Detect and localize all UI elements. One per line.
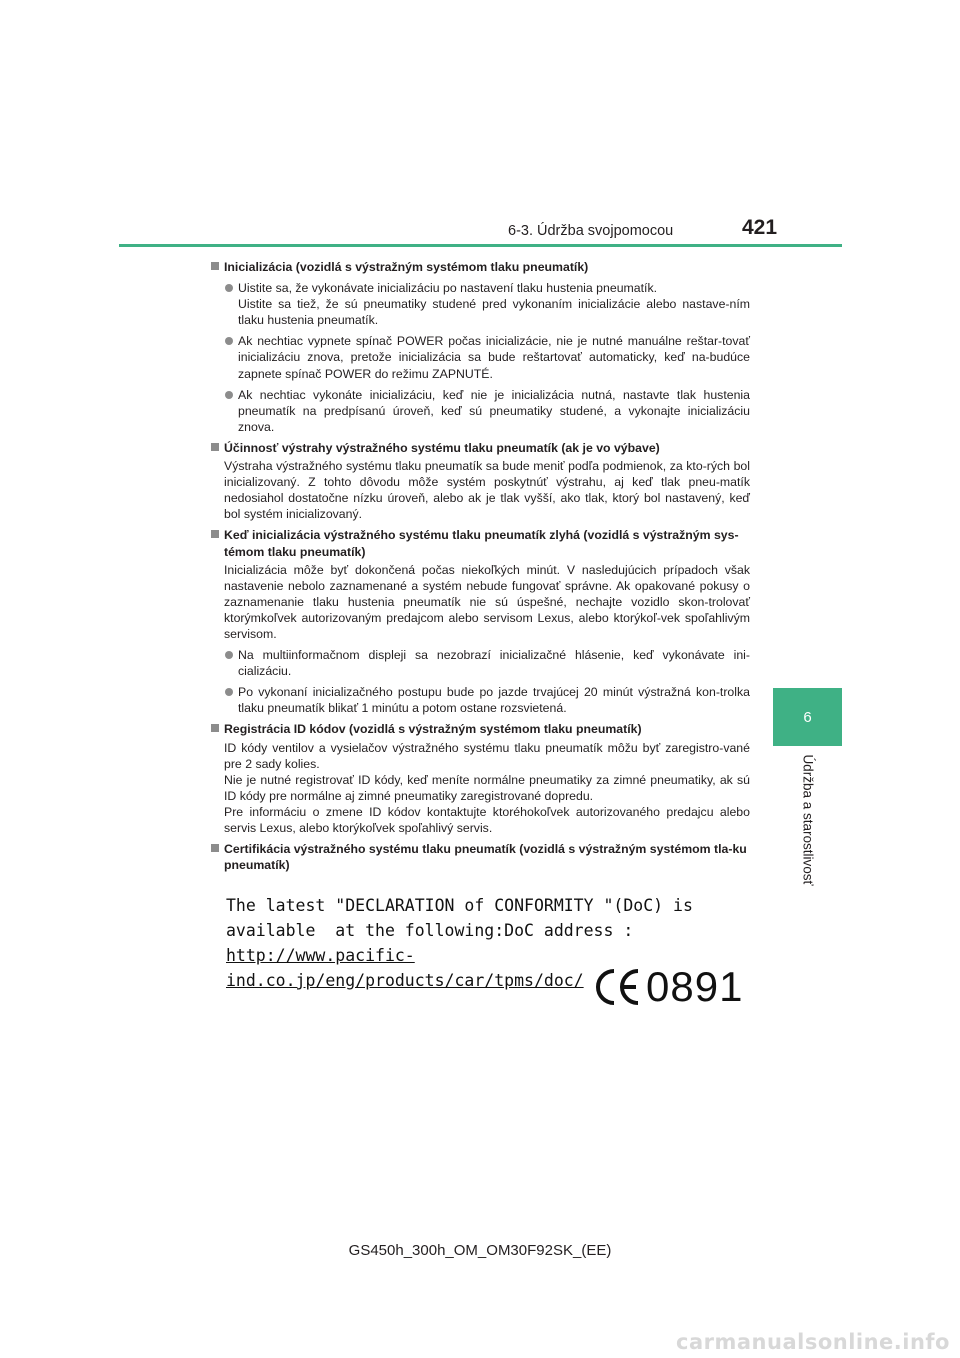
section-paragraph: ID kódy ventilov a vysielačov výstražného systému tlaku pneumatík môžu byť zaregistro-vané pre 2 sady kolies. Nie je nutné registrovať ID kódy, keď meníte normálne pneumatiky za zimné pneumatiky, ak sú ID kódy pre normálne aj zimné pneumatiky zaregistrované dopredu. Pre informáciu o zmene ID kódov kontaktujte ktoréhokoľvek autorizovaného predajcu alebo servis Lexus, alebo ktorýkoľvek spoľahlivý servis. [224, 740, 750, 835]
section-paragraph: Inicializácia môže byť dokončená počas niekoľkých minút. V nasledujúcich prípadoch však nastavenie nebolo zaznamenané a systém nebude fungovať správne. Ak opakované pokusy o zaznamenanie tlaku hustenia pneumatík nie sú úspešné, nechajte vozidlo skon-trolovať ktorýmkoľvek autorizovaným predajcom alebo servisom Lexus, alebo ktorýkoľ-vek spoľahlivým servisom. [224, 562, 750, 641]
square-bullet-icon [211, 443, 219, 451]
declaration-line: The latest "DECLARATION of CONFORMITY "(DoC) is [226, 896, 693, 915]
section-heading: Registrácia ID kódov (vozidlá s výstražným systémom tlaku pneumatík) [210, 721, 750, 737]
section-heading: Keď inicializácia výstražného systému tlaku pneumatík zlyhá (vozidlá s výstražným sys-témom tlaku pneumatík) [210, 527, 750, 559]
bullet-item [210, 280, 750, 328]
circle-bullet-icon [225, 337, 233, 345]
circle-bullet-icon [225, 391, 233, 399]
section-paragraph: Výstraha výstražného systému tlaku pneumatík sa bude meniť podľa podmienok, za kto-rých bol inicializovaný. Z tohto dôvodu môže systém poskytnúť výstrahu, aj keď tlak pneu-matík nedosiahol dostatočne nízku úroveň, alebo ak je tlak vyšší, ako tlak, ktorý bol nastavený, keď bol systém inicializovaný. [224, 459, 750, 522]
bullet-item [210, 647, 750, 679]
bullet-item [210, 333, 750, 381]
chapter-tab-number: 6 [803, 708, 812, 726]
circle-bullet-icon [225, 284, 233, 292]
section-heading: Inicializácia (vozidlá s výstražným systémom tlaku pneumatík) [210, 259, 750, 275]
ce-number: 0891 [646, 963, 744, 1010]
bullet-text: Ak nechtiac vykonáte inicializáciu, keď nie je inicializácia nutná, nastavte tlak hustenia pneumatík na predpísanú úroveň, keď sú pneumatiky studené, a vykonajte inicializáciu znova. [238, 387, 750, 434]
bullet-item [210, 387, 750, 435]
square-bullet-icon [211, 844, 219, 852]
circle-bullet-icon [225, 651, 233, 659]
bullet-text: Ak nechtiac vypnete spínač POWER počas inicializácie, nie je nutné manuálne reštar-tovať inicializáciu znova, pretože inicializácia sa bude reštartovať automaticky, keď na-budúce zapnete spínač POWER do režimu ZAPNUTÉ. [238, 334, 750, 381]
section-heading: Účinnosť výstrahy výstražného systému tlaku pneumatík (ak je vo výbave) [210, 440, 750, 456]
section-heading: Certifikácia výstražného systému tlaku pneumatík (vozidlá s výstražným systémom tla-ku pneumatík) [210, 841, 750, 873]
content [210, 254, 750, 873]
square-bullet-icon [211, 530, 219, 538]
bullet-item [210, 684, 750, 716]
footer-document-code: GS450h_300h_OM_OM30F92SK_(EE) [348, 1242, 612, 1259]
header-rule [119, 244, 842, 247]
circle-bullet-icon [225, 688, 233, 696]
declaration-line: available at the following:DoC address : [226, 921, 634, 940]
bullet-text: Po vykonaní inicializačného postupu bude po jazde trvajúcej 20 minút výstražná kon-trolka tlaku pneumatík blikať 1 minútu a potom ostane rozsvietená. [238, 685, 750, 716]
square-bullet-icon [211, 262, 219, 270]
ce-mark [592, 962, 743, 1012]
ce-logo-icon [592, 965, 642, 1009]
chapter-side-label: Údržba a starostlivosť [800, 754, 816, 886]
watermark: carmanualsonline.info [676, 1330, 950, 1354]
bullet-text: Uistite sa, že vykonávate inicializáciu po nastavení tlaku hustenia pneumatík. Uistite sa tiež, že sú pneumatiky studené pred vykonaním inicializácie alebo nastave-ním tlaku hustenia pneumatík. [238, 281, 750, 328]
page-number: 421 [742, 216, 778, 239]
declaration-url[interactable]: http://www.pacific-ind.co.jp/eng/products/car/tpms/doc/ [226, 946, 584, 990]
chapter-tab[interactable] [773, 688, 842, 746]
square-bullet-icon [211, 724, 219, 732]
bullet-text: Na multiinformačnom displeji sa nezobrazí inicializačné hlásenie, keď vykonávate ini-cializáciu. [238, 648, 750, 679]
header-section-title: 6-3. Údržba svojpomocou [508, 223, 674, 239]
